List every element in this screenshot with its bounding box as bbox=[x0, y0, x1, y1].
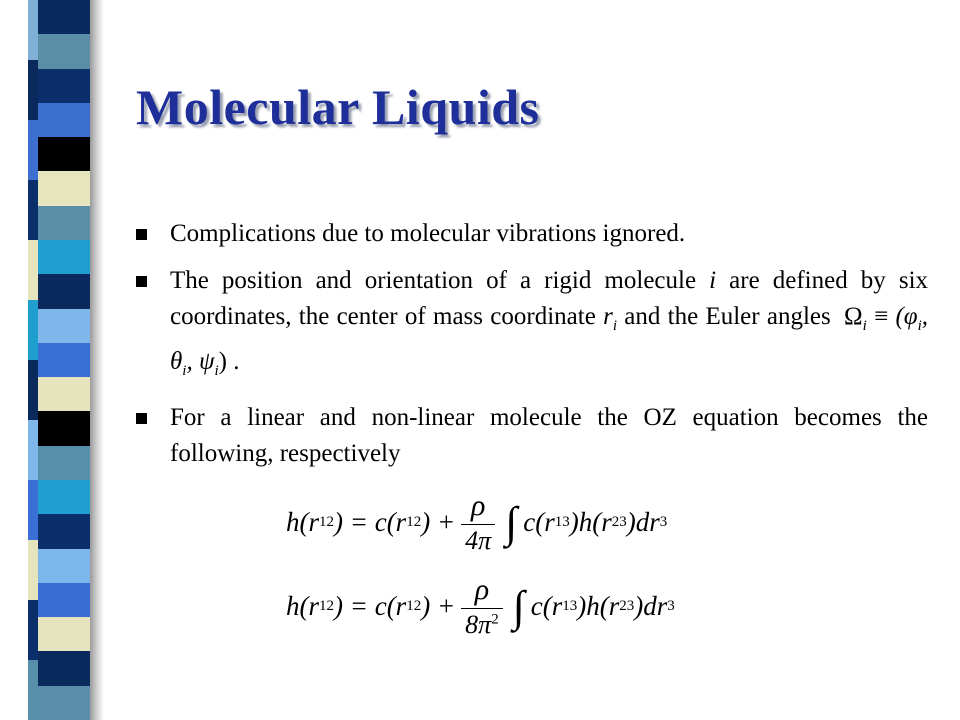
stripe-cell bbox=[38, 137, 90, 171]
denominator-text: 8π bbox=[465, 609, 492, 639]
stripe-cell bbox=[38, 171, 90, 205]
stripe-cell bbox=[38, 583, 90, 617]
period: . bbox=[233, 348, 240, 375]
theta-subscript: i bbox=[182, 363, 187, 379]
fraction bbox=[461, 572, 503, 639]
eq-rhs-dr: )dr bbox=[634, 590, 668, 621]
psi-symbol: , ψ bbox=[186, 348, 215, 375]
denominator-sup: 2 bbox=[491, 610, 499, 627]
phi-subscript: i bbox=[917, 318, 922, 334]
eq-c-sub: 12 bbox=[406, 597, 422, 614]
stripe-cell bbox=[38, 343, 90, 377]
bullet-text: Complications due to molecular vibrations ignored. bbox=[170, 220, 686, 247]
fraction-numerator: ρ bbox=[470, 488, 486, 522]
eq-rhs-h-sub: 23 bbox=[619, 597, 635, 614]
fraction-numerator: ρ bbox=[474, 572, 490, 606]
omega-symbol: Ω bbox=[844, 303, 863, 330]
eq-rhs-c-sub: 13 bbox=[554, 513, 570, 530]
eq-rhs-dr-sub: 3 bbox=[659, 513, 668, 530]
stripe-cell bbox=[38, 411, 90, 445]
bullet-item-vibrations bbox=[134, 216, 928, 252]
eq-rhs-h-sub: 23 bbox=[611, 513, 627, 530]
theta-symbol: , θ bbox=[170, 303, 929, 375]
stripe-cell bbox=[38, 480, 90, 514]
eq-rhs-h: )h(r bbox=[569, 506, 612, 537]
variable-i: i bbox=[709, 267, 717, 294]
stripe-column bbox=[38, 0, 90, 720]
variable-r: r bbox=[603, 303, 613, 330]
eq-plus: ) + bbox=[421, 590, 456, 621]
oz-equation-linear bbox=[286, 486, 786, 558]
decorative-stripe-bar bbox=[0, 0, 100, 720]
bullet-item-coordinates bbox=[134, 263, 928, 389]
eq-rhs-h: )h(r bbox=[577, 590, 620, 621]
omega-subscript: i bbox=[862, 318, 867, 334]
bullet-text-part1: The position and orientation of a rigid molecule bbox=[170, 267, 697, 294]
fraction bbox=[461, 488, 495, 555]
stripe-cell bbox=[38, 377, 90, 411]
stripe-cell bbox=[38, 309, 90, 343]
equiv-symbol: ≡ bbox=[874, 303, 889, 330]
bullet-square-icon bbox=[136, 229, 147, 240]
eq-equals: ) = c(r bbox=[334, 590, 407, 621]
eq-rhs-c: c(r bbox=[523, 506, 555, 537]
eq-lhs-sub: 12 bbox=[319, 597, 334, 614]
eq-lhs: h(r bbox=[286, 590, 319, 621]
stripe-cell bbox=[38, 446, 90, 480]
eq-plus: ) + bbox=[421, 506, 456, 537]
stripe-cell bbox=[38, 274, 90, 308]
integral-symbol: ∫ bbox=[505, 497, 518, 547]
stripe-cell bbox=[38, 206, 90, 240]
stripe-cell bbox=[38, 103, 90, 137]
eq-lhs: h(r bbox=[286, 506, 319, 537]
fraction-denominator bbox=[461, 524, 495, 554]
eq-equals: ) = c(r bbox=[334, 506, 407, 537]
stripe-cell bbox=[38, 0, 90, 34]
eq-lhs-sub: 12 bbox=[319, 513, 334, 530]
eq-rhs-c-sub: 13 bbox=[562, 597, 578, 614]
stripe-cell bbox=[38, 549, 90, 583]
stripe-cell bbox=[38, 240, 90, 274]
bullet-square-icon bbox=[136, 413, 147, 424]
integral-symbol: ∫ bbox=[512, 581, 525, 631]
oz-equation-nonlinear bbox=[286, 570, 786, 642]
variable-r-subscript: i bbox=[612, 318, 617, 334]
bullet-square-icon bbox=[136, 276, 147, 287]
slide-title: Molecular Liquids bbox=[136, 79, 540, 135]
stripe-cell bbox=[38, 69, 90, 103]
bullet-text: For a linear and non-linear molecule the OZ equation becomes the following, respectively bbox=[170, 404, 928, 467]
fraction-denominator bbox=[461, 608, 503, 638]
close-paren: ) bbox=[218, 348, 227, 375]
oz-equations bbox=[286, 486, 786, 654]
psi-subscript: i bbox=[214, 363, 219, 379]
eq-c-sub: 12 bbox=[406, 513, 422, 530]
phi-symbol: (φ bbox=[895, 303, 918, 330]
denominator-text: 4π bbox=[465, 525, 492, 555]
stripe-cell bbox=[38, 651, 90, 685]
eq-rhs-dr-sub: 3 bbox=[667, 597, 675, 614]
stripe-cell bbox=[38, 686, 90, 720]
eq-rhs-dr: )dr bbox=[626, 506, 660, 537]
eq-rhs-c: c(r bbox=[530, 590, 563, 621]
bullet-text-part2: are defined by six coordinates, the center of mass coordinate bbox=[170, 267, 929, 330]
stripe-cell bbox=[38, 617, 90, 651]
bullet-text-part3: and the Euler angles bbox=[624, 303, 831, 330]
bullet-item-oz-equation bbox=[134, 400, 928, 472]
stripe-cell bbox=[38, 514, 90, 548]
bullet-list bbox=[134, 216, 928, 483]
stripe-cell bbox=[38, 34, 90, 68]
stripe-shadow bbox=[90, 0, 104, 720]
